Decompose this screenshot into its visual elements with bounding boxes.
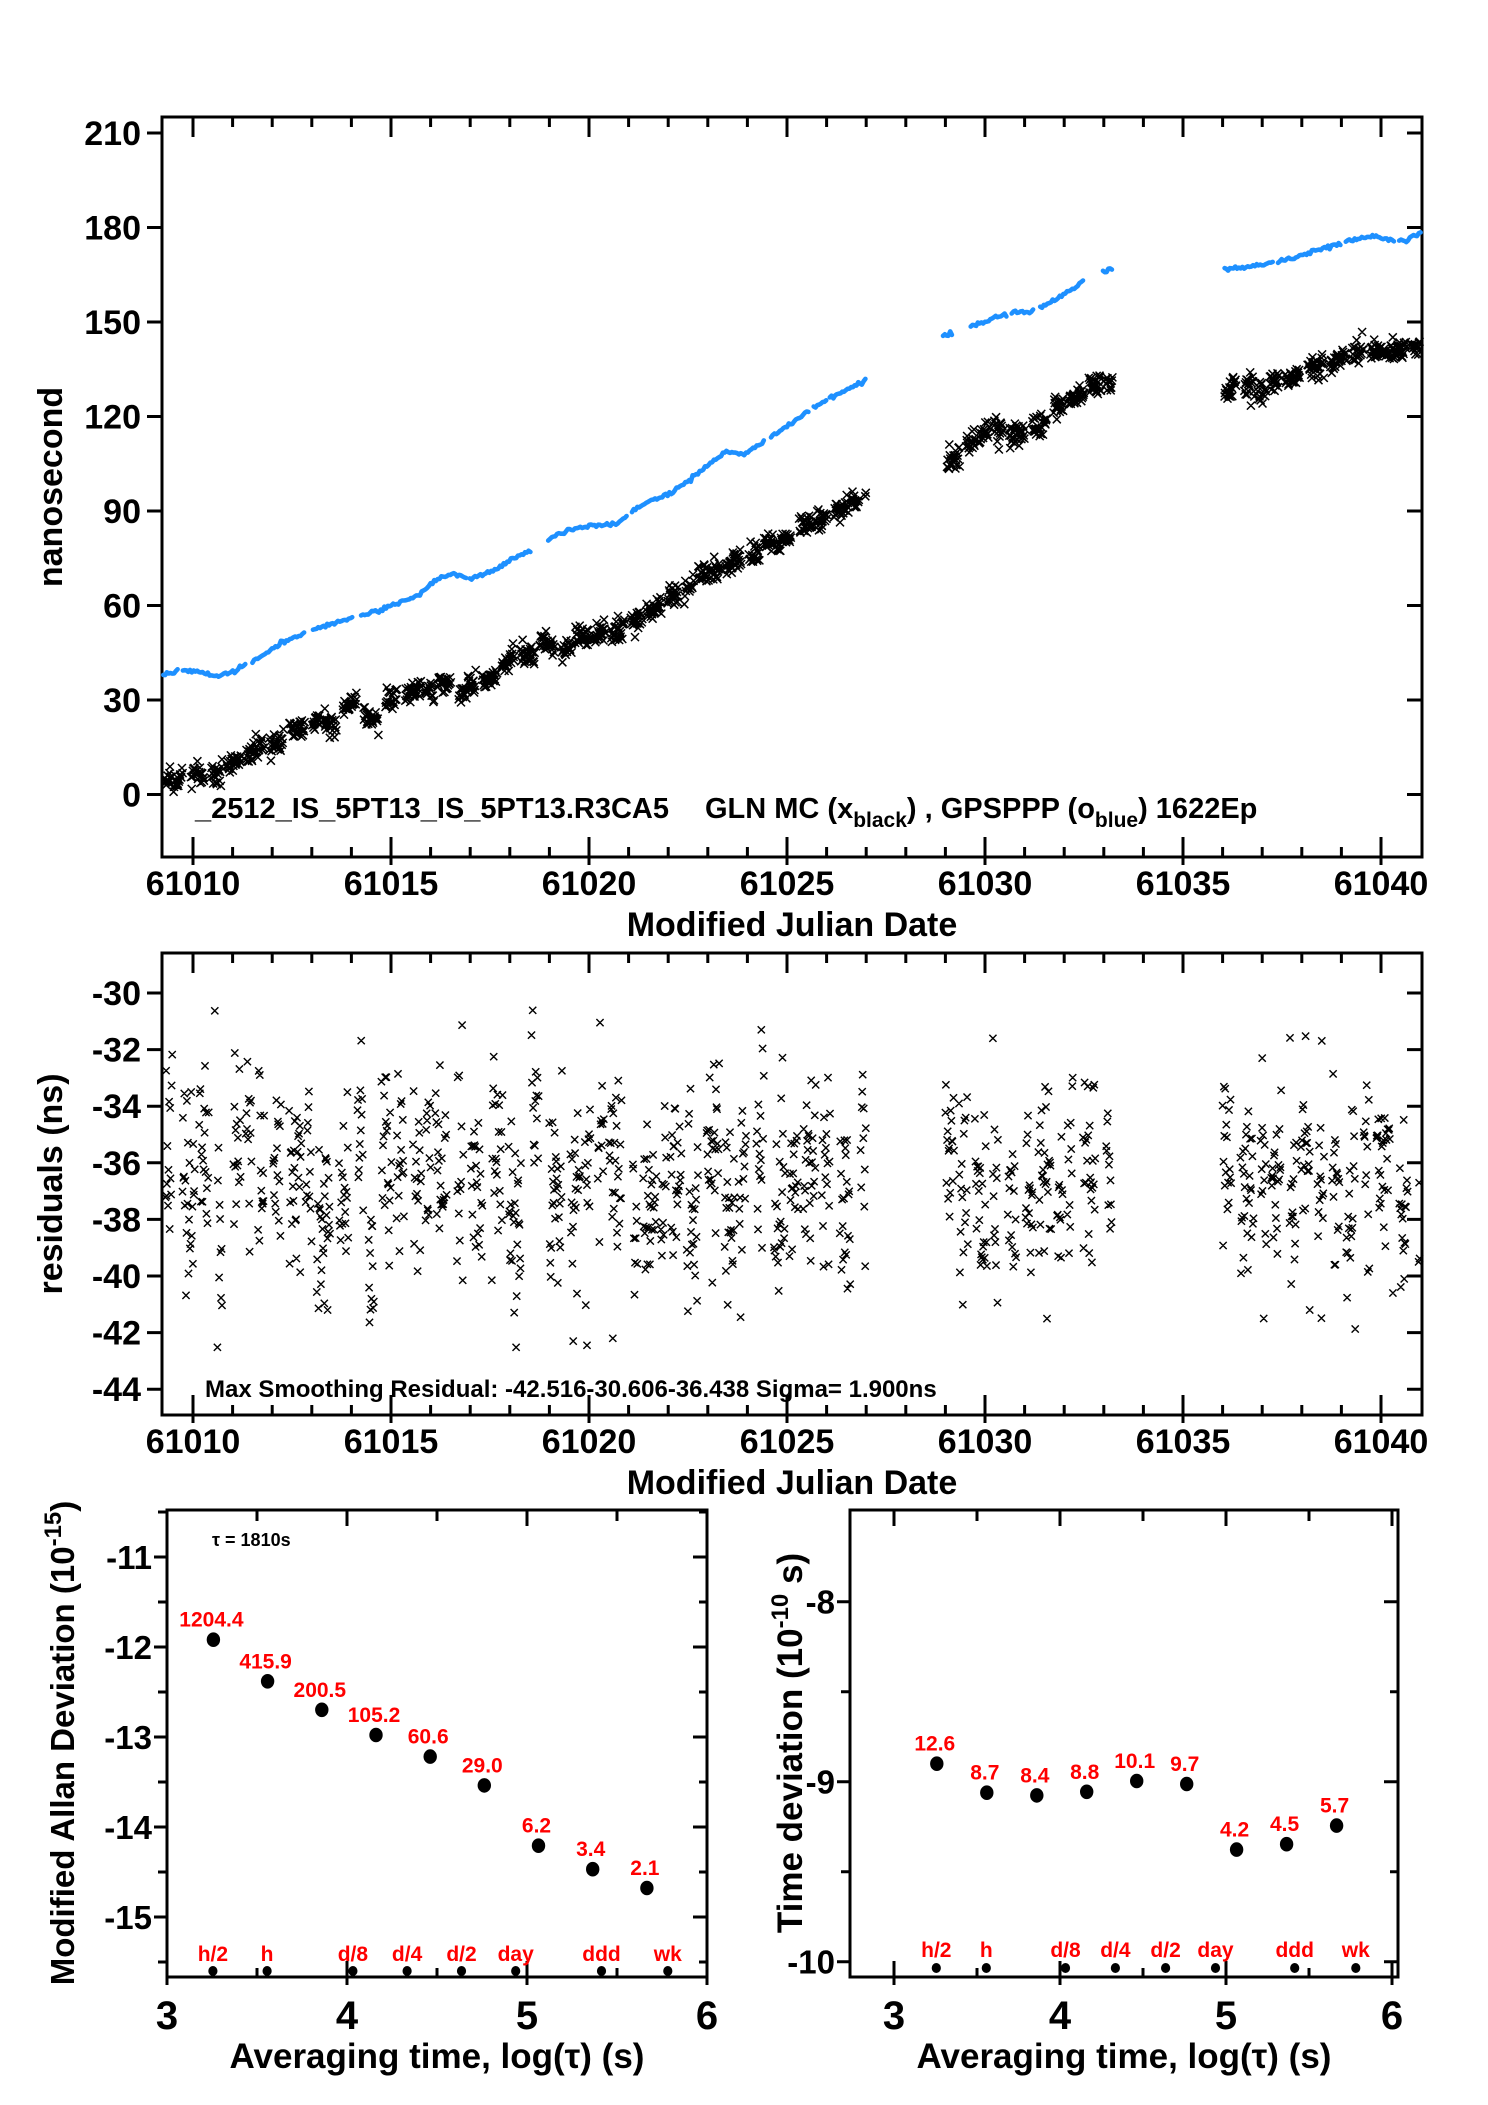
data-dot bbox=[1280, 1837, 1293, 1852]
period-label: wk bbox=[1341, 1939, 1370, 1962]
data-dot bbox=[1080, 1785, 1093, 1800]
gln-mc-series bbox=[161, 328, 1424, 796]
data-value-label: 105.2 bbox=[347, 1704, 401, 1727]
period-label: d/4 bbox=[391, 1943, 423, 1966]
data-value-label: 9.7 bbox=[1170, 1753, 1200, 1776]
svg-text:61010: 61010 bbox=[145, 1423, 241, 1461]
data-dot bbox=[315, 1703, 328, 1718]
residuals-xaxis-title: Modified Julian Date bbox=[626, 1464, 958, 1502]
residuals-panel-ytick-labels bbox=[92, 975, 141, 1409]
period-label: d/2 bbox=[1150, 1939, 1181, 1962]
period-label: h bbox=[260, 1943, 274, 1966]
data-dot bbox=[586, 1862, 599, 1877]
data-value-label: 8.4 bbox=[1020, 1764, 1050, 1788]
mdev-ylabel-exponent: -15 bbox=[40, 1511, 67, 1547]
title-sub-black: black bbox=[853, 809, 907, 832]
svg-text:6: 6 bbox=[1380, 1994, 1404, 2038]
svg-text:210: 210 bbox=[84, 115, 141, 153]
data-dot bbox=[424, 1749, 437, 1764]
period-dot bbox=[1161, 1963, 1170, 1973]
svg-text:61015: 61015 bbox=[343, 865, 439, 903]
svg-text:-15: -15 bbox=[104, 1899, 152, 1936]
tdev-ylabel-main: Time deviation (10 bbox=[771, 1628, 810, 1934]
period-dot bbox=[208, 1966, 217, 1976]
period-dot bbox=[1211, 1963, 1220, 1973]
data-dot bbox=[1330, 1818, 1343, 1833]
gpsppp-series bbox=[163, 232, 1420, 676]
tdev-period-markers bbox=[921, 1939, 1370, 1973]
svg-text:61030: 61030 bbox=[937, 1423, 1033, 1461]
period-label: ddd bbox=[582, 1943, 621, 1966]
tdev-data-points bbox=[914, 1733, 1349, 1857]
svg-text:61025: 61025 bbox=[739, 865, 835, 903]
data-dot bbox=[640, 1881, 653, 1896]
top-panel bbox=[32, 115, 1428, 944]
svg-text:-10: -10 bbox=[787, 1943, 835, 1981]
data-value-label: 8.8 bbox=[1070, 1760, 1100, 1784]
period-dot bbox=[1351, 1963, 1360, 1973]
data-dot bbox=[1180, 1777, 1193, 1792]
svg-text:61030: 61030 bbox=[937, 865, 1033, 903]
data-value-label: 4.2 bbox=[1219, 1818, 1250, 1842]
top-xaxis-title: Modified Julian Date bbox=[626, 906, 958, 944]
svg-text:-36: -36 bbox=[91, 1144, 141, 1183]
data-value-label: 2.1 bbox=[630, 1857, 660, 1880]
tdev-xaxis-title: Averaging time, log(τ) (s) bbox=[916, 2037, 1332, 2076]
residuals-annotation: Max Smoothing Residual: -42.516-30.606-36.438 Sigma= 1.900ns bbox=[205, 1376, 937, 1403]
svg-text:-34: -34 bbox=[91, 1088, 141, 1127]
data-value-label: 4.5 bbox=[1269, 1813, 1300, 1837]
svg-text:6: 6 bbox=[695, 1994, 719, 2038]
svg-text:61020: 61020 bbox=[541, 865, 637, 903]
svg-text:61035: 61035 bbox=[1135, 865, 1231, 903]
data-dot bbox=[1230, 1842, 1243, 1857]
svg-text:150: 150 bbox=[84, 304, 141, 342]
data-dot bbox=[1030, 1788, 1043, 1803]
mdev-xaxis-title: Averaging time, log(τ) (s) bbox=[229, 2037, 645, 2076]
residuals-panel-ticks bbox=[147, 953, 1422, 1423]
title-epoch: ) 1622Ep bbox=[1138, 793, 1258, 825]
period-dot bbox=[597, 1966, 606, 1976]
data-dot bbox=[1130, 1774, 1143, 1789]
svg-text:5: 5 bbox=[1214, 1994, 1238, 2038]
period-dot bbox=[263, 1966, 272, 1976]
svg-text:-32: -32 bbox=[91, 1031, 141, 1070]
tdev-ylabel-close: s) bbox=[771, 1552, 810, 1594]
top-panel-xtick-labels bbox=[146, 865, 1429, 903]
data-value-label: 200.5 bbox=[293, 1678, 347, 1702]
data-value-label: 6.2 bbox=[521, 1814, 552, 1838]
data-value-label: 1204.4 bbox=[179, 1608, 244, 1632]
data-dot bbox=[532, 1838, 545, 1853]
period-label: d/2 bbox=[446, 1943, 477, 1966]
svg-text:30: 30 bbox=[103, 682, 141, 720]
svg-text:4: 4 bbox=[335, 1994, 359, 2038]
period-dot bbox=[457, 1966, 466, 1976]
svg-text:61035: 61035 bbox=[1135, 1423, 1231, 1461]
tdev-ylabel-exponent: -10 bbox=[767, 1593, 794, 1629]
svg-text:3: 3 bbox=[155, 1994, 179, 2038]
mdev-ylabel-main: Modified Allan Deviation (10 bbox=[44, 1546, 81, 1986]
period-label: d/8 bbox=[337, 1943, 369, 1966]
residuals-yaxis-title: residuals (ns) bbox=[32, 1073, 70, 1295]
period-label: day bbox=[1197, 1939, 1234, 1962]
svg-text:61025: 61025 bbox=[739, 1423, 835, 1461]
period-dot bbox=[932, 1963, 941, 1973]
mdev-panel-xtick-labels bbox=[156, 1994, 718, 2038]
period-label: day bbox=[497, 1943, 534, 1966]
svg-text:-40: -40 bbox=[91, 1258, 141, 1296]
data-value-label: 5.7 bbox=[1319, 1794, 1350, 1818]
top-panel-ytick-labels bbox=[84, 115, 141, 815]
period-dot bbox=[1061, 1963, 1070, 1973]
period-dot bbox=[348, 1966, 357, 1976]
period-label: h/2 bbox=[921, 1939, 952, 1962]
data-dot bbox=[261, 1674, 274, 1689]
data-value-label: 8.7 bbox=[970, 1761, 1000, 1785]
period-label: h/2 bbox=[197, 1943, 229, 1966]
residuals-panel bbox=[32, 953, 1428, 1502]
svg-text:-12: -12 bbox=[104, 1629, 152, 1666]
title-filename: _2512_IS_5PT13_IS_5PT13.R3CA5 bbox=[195, 793, 669, 825]
svg-text:-14: -14 bbox=[104, 1809, 152, 1846]
svg-text:-9: -9 bbox=[805, 1763, 835, 1801]
data-dot bbox=[369, 1728, 382, 1743]
svg-text:-38: -38 bbox=[91, 1201, 141, 1240]
period-dot bbox=[1290, 1963, 1299, 1973]
data-value-label: 10.1 bbox=[1114, 1750, 1156, 1773]
data-value-label: 12.6 bbox=[914, 1732, 956, 1756]
period-dot bbox=[982, 1963, 991, 1973]
period-dot bbox=[663, 1966, 672, 1976]
data-value-label: 60.6 bbox=[407, 1725, 449, 1749]
svg-text:-11: -11 bbox=[106, 1539, 152, 1576]
mdev-yaxis-title bbox=[40, 1501, 81, 1986]
period-dot bbox=[511, 1966, 520, 1976]
period-dot bbox=[403, 1966, 412, 1976]
svg-text:61040: 61040 bbox=[1333, 865, 1429, 903]
tdev-panel-xtick-labels bbox=[883, 1994, 1403, 2038]
data-dot bbox=[207, 1632, 220, 1647]
mdev-period-markers bbox=[198, 1943, 682, 1976]
mdev-ylabel-close: ) bbox=[44, 1500, 81, 1512]
tdev-yaxis-title bbox=[767, 1553, 810, 1933]
period-label: wk bbox=[653, 1943, 682, 1966]
mdev-panel-ytick-labels bbox=[104, 1539, 152, 1936]
period-dot bbox=[1111, 1963, 1120, 1973]
svg-text:-44: -44 bbox=[91, 1371, 141, 1410]
top-panel-inline-title bbox=[194, 793, 1257, 832]
period-label: h bbox=[979, 1939, 993, 1962]
residuals-panel-frame bbox=[162, 953, 1422, 1415]
data-dot bbox=[478, 1778, 491, 1793]
period-label: d/4 bbox=[1100, 1939, 1131, 1962]
svg-text:-42: -42 bbox=[91, 1314, 141, 1353]
data-value-label: 3.4 bbox=[576, 1838, 606, 1862]
top-panel-frame bbox=[162, 117, 1422, 857]
title-gps: ) , GPSPPP (o bbox=[906, 793, 1095, 825]
title-sub-blue: blue bbox=[1094, 809, 1139, 832]
svg-text:180: 180 bbox=[84, 209, 141, 248]
mdev-data-points bbox=[179, 1609, 660, 1896]
residuals-panel-xtick-labels bbox=[146, 1423, 1429, 1461]
svg-text:60: 60 bbox=[103, 587, 141, 626]
svg-text:-13: -13 bbox=[104, 1719, 152, 1756]
svg-text:90: 90 bbox=[103, 493, 141, 531]
svg-text:-8: -8 bbox=[805, 1583, 835, 1621]
period-label: ddd bbox=[1275, 1939, 1314, 1962]
mdev-panel bbox=[40, 1501, 718, 2076]
mdev-tau-annotation: τ = 1810s bbox=[212, 1530, 291, 1550]
svg-text:61020: 61020 bbox=[541, 1423, 637, 1461]
period-label: d/8 bbox=[1050, 1939, 1081, 1962]
svg-text:-30: -30 bbox=[91, 975, 141, 1013]
svg-text:120: 120 bbox=[84, 398, 141, 437]
svg-text:3: 3 bbox=[882, 1994, 906, 2038]
data-dot bbox=[930, 1756, 943, 1771]
svg-text:61015: 61015 bbox=[343, 1423, 439, 1461]
svg-text:5: 5 bbox=[515, 1994, 539, 2038]
svg-text:0: 0 bbox=[122, 776, 141, 815]
data-dot bbox=[980, 1785, 993, 1800]
svg-text:61010: 61010 bbox=[145, 865, 241, 903]
data-value-label: 29.0 bbox=[461, 1754, 503, 1778]
svg-text:61040: 61040 bbox=[1333, 1423, 1429, 1461]
tdev-panel bbox=[767, 1510, 1403, 2076]
top-yaxis-title: nanosecond bbox=[32, 386, 70, 588]
top-panel-ticks bbox=[147, 117, 1422, 865]
data-value-label: 415.9 bbox=[239, 1650, 292, 1674]
svg-text:4: 4 bbox=[1048, 1994, 1072, 2038]
title-gln: GLN MC (x bbox=[704, 793, 854, 825]
residuals-scatter-series bbox=[162, 1007, 1423, 1351]
